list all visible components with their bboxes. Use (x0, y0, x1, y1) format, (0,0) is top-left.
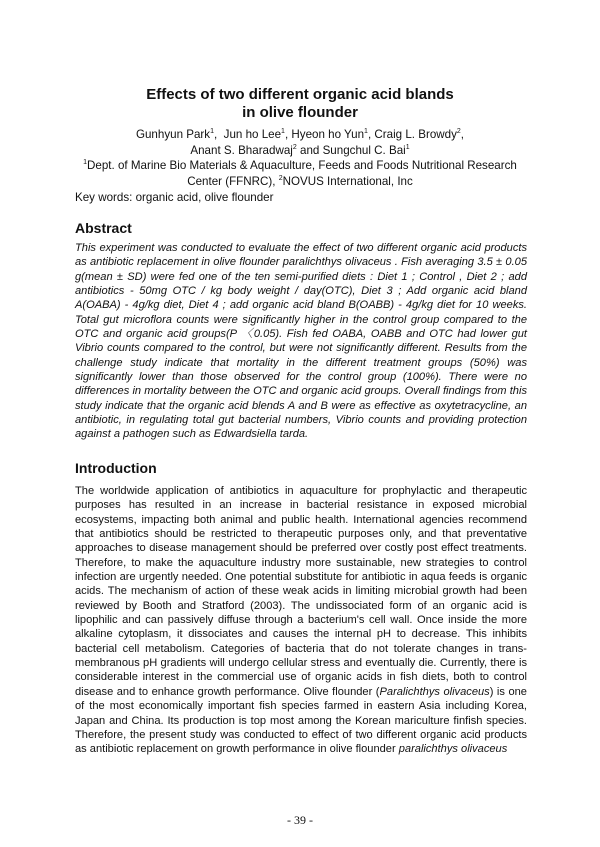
affiliation-line-1 (40, 158, 560, 174)
affiliation-marker: 1 (405, 143, 410, 151)
abstract-text: This experiment was conducted to evaluate the effect of two different organic acid products as antibiotic replacement in olive flounder paralichthys olivaceus . Fish averaging 3.5 ± 0.05 g(mean ± SD) were fed one of the ten semi-purified diets : Diet 1 ; Control , Diet 2 ; add antibiotics - 50mg OTC / kg body weight / day(OTC), Diet 3 ; Add organic acid bland A(OABA) - 4g/kg diet, Diet 4 ; add organic acid bland B(OABB) - 4g/kg diet for 10 weeks. Total gut microflora counts were significantly higher in the control group compared to the OTC and organic acid groups(P 〈0.05). Fish fed OABA, OABB and OTC had lower gut Vibrio counts compared to the control, but were not significantly different. Results from the challenge study indicate that mortality in the different treatment groups (50%) was significantly lower than those observed for the control group (100%). There were no differences in mortality between the OTC and organic acid groups. Overall findings from this study indicate that the organic acid blends A and B were as effective as oxytetracycline, an antibiotic, in regulating total gut bacterial numbers, Vibrio counts and providing protection against a pathogen such as Edwardsiella tarda. (75, 242, 527, 441)
affiliation-text: Dept. of Marine Bio Materials & Aquaculture, Feeds and Foods Nutritional Research (87, 159, 517, 172)
affiliation-marker: 1 (281, 128, 285, 136)
author-block (40, 127, 560, 189)
species-name: Paralichthys olivaceus (379, 685, 490, 698)
page-number: - 39 - (287, 813, 313, 827)
title-line-2: in olive flounder (242, 104, 358, 121)
author-name: Hyeon ho Yun (291, 128, 365, 141)
author-name: Anant S. Bharadwaj (190, 143, 293, 157)
affiliation-line-2 (40, 174, 560, 190)
affiliation-marker: 2 (456, 128, 461, 136)
author-line-1: Gunhyun Park$^1$, Jun ho Lee$^1$, Hyeon ho Yun$^1$, Craig L. Browdy$^2$, (135, 128, 465, 141)
introduction-heading: Introduction (75, 460, 157, 476)
introduction-body-continued: ) is one of the most economically important fish species farmed in eastern Asia including Korea, Japan and China. Its production is top most among the Korean mariculture finfish species. Therefore, the present study was conducted to effect of two different organic acid products as antibiotic replacement on growth performance in olive flounder (75, 685, 527, 756)
affiliation-marker: 2 (292, 143, 297, 151)
author-name: Gunhyun Park (135, 128, 211, 141)
keywords: Key words: organic acid, olive flounder (75, 191, 274, 204)
introduction-body: The worldwide application of antibiotics in aquaculture for prophylactic and therapeutic purposes has resulted in an increase in bacterial resistance in exposed microbial ecosystems, impacting both animal and public health. International agencies recommend that antibiotics should be restricted to therapeutic purposes only, and that preventative approaches to disease management should be preferred over costly post effect treatments. Therefore, to make the aquaculture industry more sustainable, new strategies to control infection are urgently needed. One potential substitute for antibiotic in aqua feeds is organic acids. The mechanism of action of these weak acids in limiting microbial growth had been reviewed by Booth and Stratford (2003). The undissociated form of an organic acid is lipophilic and can passively diffuse through a bacterium's cell wall. Once inside the more alkaline cytoplasm, it dissociates and causes the internal pH to decrease. This inhibits bacterial cell metabolism. Categories of bacteria that do not tolerate changes in trans-membranous pH gradients will undergo cellular stress and eventually die. Currently, there is considerable interest in the commercial use of organic acids in fish diets, both to control disease and to enhance growth performance. Olive flounder ( (75, 485, 527, 698)
author-line-2 (40, 143, 560, 159)
author-name: Craig L. Browdy (374, 128, 457, 141)
affiliation-text: Center (FFNRC), (187, 174, 276, 188)
author-name: Jun ho Lee (223, 128, 282, 141)
affiliation-text: NOVUS International, Inc (282, 174, 413, 188)
affiliation-marker: 1 (83, 159, 88, 167)
affiliation-marker: 1 (210, 128, 214, 136)
affiliation-marker: 1 (364, 128, 368, 136)
introduction-text (75, 484, 527, 757)
title-line-1: Effects of two different organic acid blands (146, 86, 454, 103)
paper-title (0, 86, 600, 122)
author-name: Sungchul C. Bai (322, 143, 406, 157)
author-conjunction: and (300, 143, 320, 157)
abstract-heading: Abstract (75, 220, 132, 236)
affiliation-marker: 2 (278, 174, 283, 182)
species-name-end: paralichthys olivaceus (398, 743, 508, 756)
